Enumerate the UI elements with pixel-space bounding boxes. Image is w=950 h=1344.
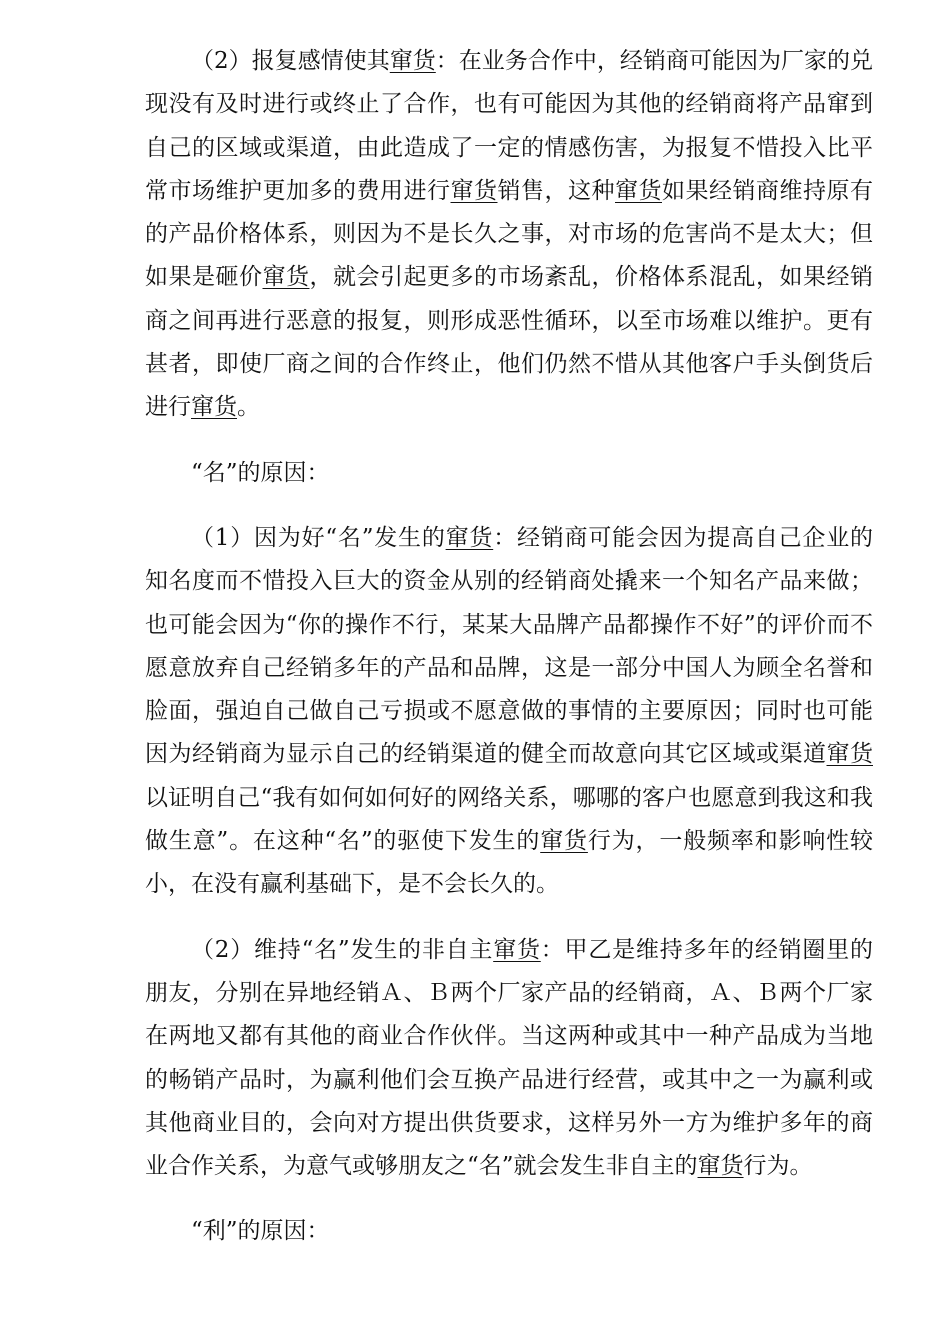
heading-text: “名”的原因： (191, 459, 330, 486)
underlined-term: 窜货 (540, 828, 588, 855)
text-segment: （2）报复感情使其 (191, 48, 390, 74)
underlined-term: 窜货 (389, 48, 436, 74)
text-segment: （2）维持“名”发生的非自主 (191, 936, 494, 963)
text-segment: 行为。 (743, 1153, 813, 1180)
text-segment: 销售，这种 (497, 177, 615, 204)
underlined-term: 窜货 (493, 936, 541, 963)
paragraph-involuntary-fleeing (145, 929, 873, 1189)
underlined-term: 窜货 (826, 741, 873, 768)
underlined-term: 窜货 (615, 177, 662, 204)
paragraph-revenge-fleeing (145, 40, 873, 430)
text-segment: ：经销商可能会因为提高自己企业的知名度而不惜投入巨大的资金从别的经销商处撬来一个知名产品来做；也可能会因为“你的操作不行，某某大品牌产品都操作不好”的评价而不愿意放弃自己经销多年的产品和品牌，这是一部分中国人为顾全名誉和脸面，强迫自己做自己亏损或不愿意做的事情的主要原因；同时也可能因为经销商为显示自己的经销渠道的健全而故意向其它区域或渠道 (145, 524, 874, 768)
text-segment: 。 (237, 394, 260, 421)
text-segment: ：甲乙是维持多年的经销圈里的朋友，分别在异地经销Ａ、Ｂ两个厂家产品的经销商，Ａ、Ｂ两个厂家在两地又都有其他的商业合作伙伴。当这两种或其中一种产品成为当地的畅销产品时，为赢利他们会互换产品进行经营，或其中之一为赢利或其他商业目的，会向对方提出供货要求，这样另外一方为维护多年的商业合作关系，为意气或够朋友之“名”就会发生非自主的 (145, 936, 874, 1180)
paragraph-fame-fleeing (145, 517, 873, 907)
text-segment: ，就会引起更多的市场紊乱，价格体系混乱，如果经销商之间再进行恶意的报复，则形成恶性循环，以至市场难以维护。更有甚者，即使厂商之间的合作终止，他们仍然不惜从其他客户手头倒货后进行 (145, 264, 873, 421)
document-body (145, 40, 873, 1276)
section-heading-name-reason (145, 452, 873, 495)
underlined-term: 窜货 (445, 524, 494, 551)
heading-text: “利”的原因： (191, 1218, 330, 1245)
underlined-term: 窜货 (697, 1153, 744, 1180)
text-segment: 行为，一般频率和影响性较小，在没有赢利基础下，是不会长久的。 (145, 828, 874, 898)
underlined-term: 窜货 (262, 264, 310, 291)
underlined-term: 窜货 (191, 394, 237, 421)
text-segment: （1）因为好“名”发生的 (191, 524, 446, 551)
text-segment: 以证明自己“我有如何如何好的网络关系，哪哪的客户也愿意到我这和我做生意”。在这种“名”的驱使下发生的 (145, 784, 873, 855)
text-segment: ：在业务合作中，经销商可能因为厂家的兑现没有及时进行或终止了合作，也有可能因为其他的经销商将产品窜到自己的区域或渠道，由此造成了一定的情感伤害，为报复不惜投入比平常市场维护更加多的费用进行 (145, 48, 874, 204)
section-heading-profit-reason (145, 1210, 873, 1253)
underlined-term: 窜货 (450, 177, 498, 204)
text-segment: 如果经销商维持原有的产品价格体系，则因为不是长久之事，对市场的危害尚不是太大；但如果是砸价 (145, 177, 873, 291)
